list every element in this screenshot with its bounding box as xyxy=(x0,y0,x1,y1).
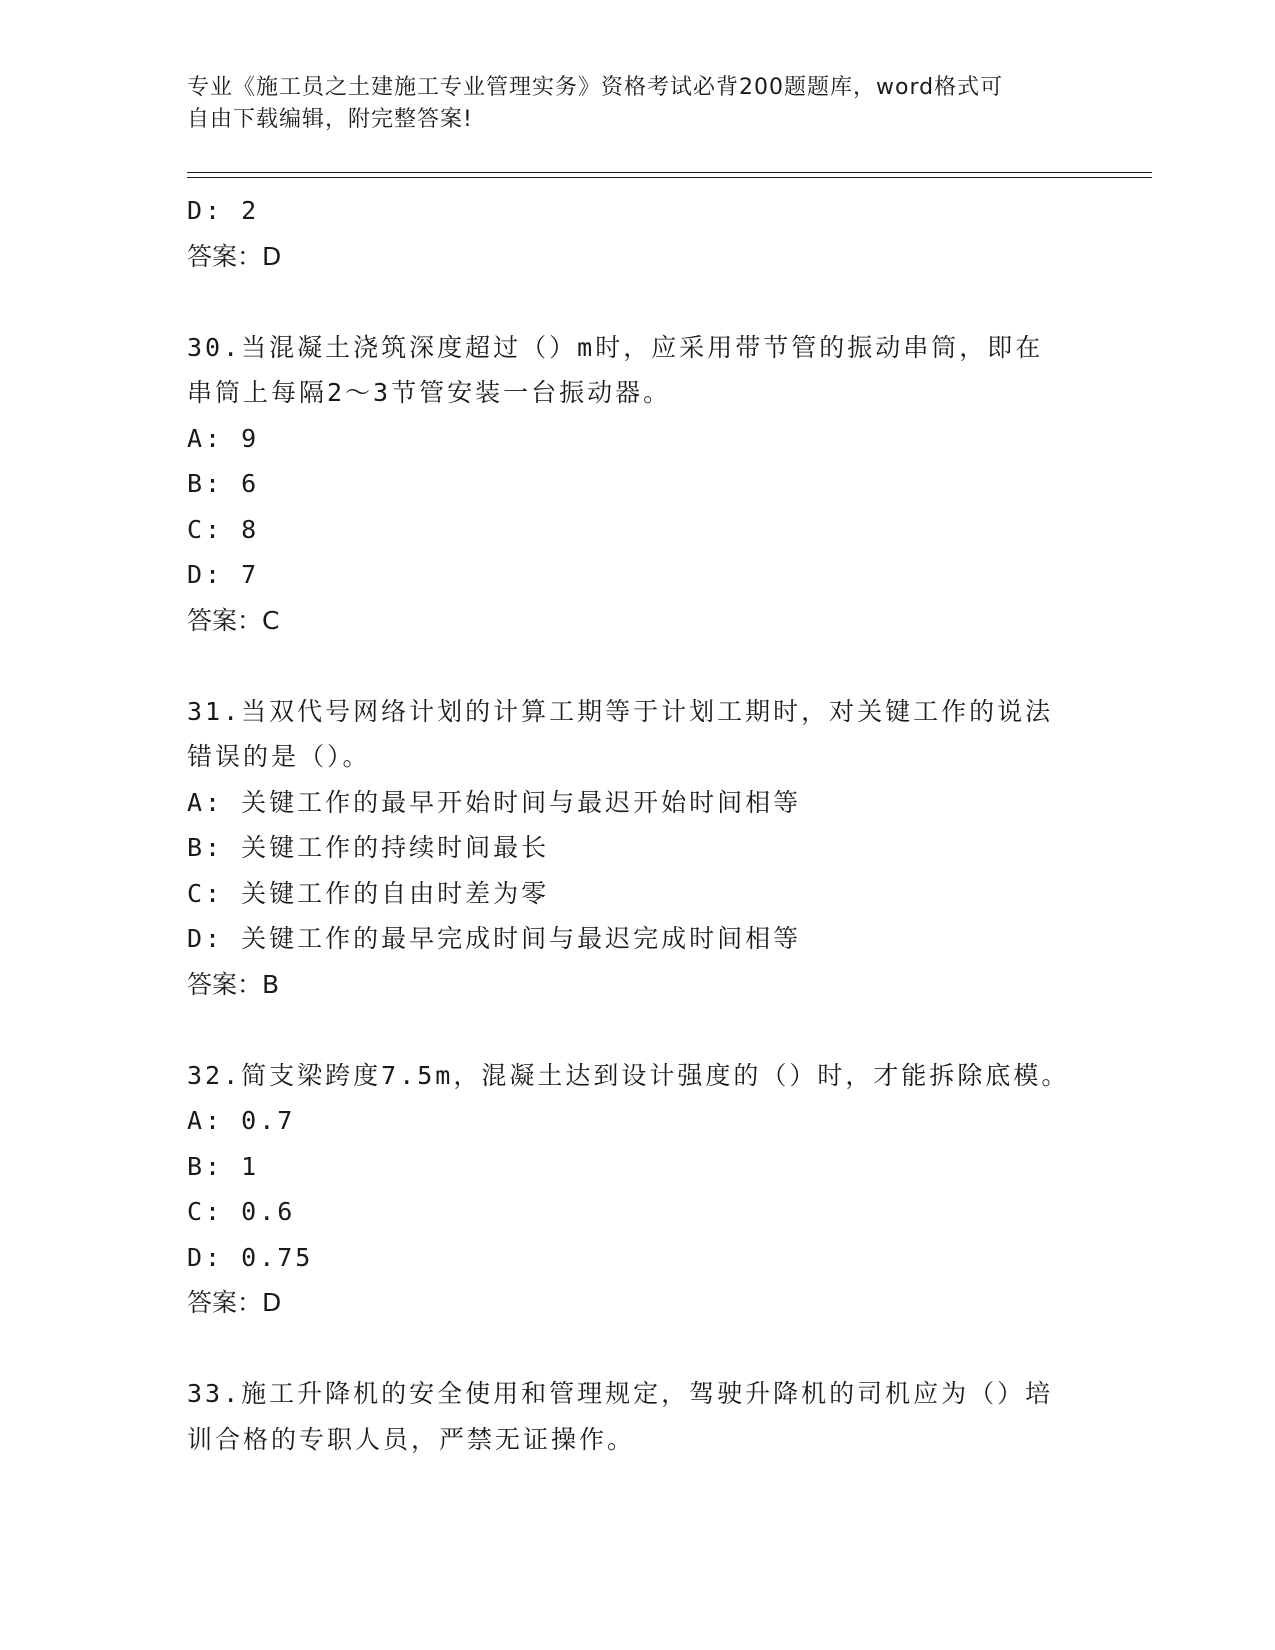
header-rule-top xyxy=(187,172,1152,173)
option-c: C: 0.6 xyxy=(187,1197,296,1226)
question-stem-line-1: 33.施工升降机的安全使用和管理规定，驾驶升降机的司机应为（）培 xyxy=(187,1379,1054,1408)
option-b: B: 1 xyxy=(187,1151,260,1181)
question-stem-line-2: 训合格的专职人员，严禁无证操作。 xyxy=(187,1424,636,1454)
option-b: B: 关键工作的持续时间最长 xyxy=(187,833,550,862)
question-32 xyxy=(187,1053,1087,1326)
document-header xyxy=(187,72,1067,136)
answer: 答案：B xyxy=(187,969,280,999)
option-d: D: 0.75 xyxy=(187,1242,314,1272)
question-stem-line-1: 30.当混凝土浇筑深度超过（）m时，应采用带节管的振动串筒，即在 xyxy=(187,332,1044,362)
question-stem-line-2: 错误的是（）。 xyxy=(187,742,371,771)
header-line-2: 自由下载编辑，附完整答案! xyxy=(187,107,473,132)
question-stem-line-1: 32.简支梁跨度7.5m，混凝土达到设计强度的（）时，才能拆除底模。 xyxy=(187,1060,1070,1090)
answer: 答案：C xyxy=(187,605,280,635)
question-list xyxy=(187,188,1087,1462)
option-d: D: 2 xyxy=(187,196,260,225)
question-31 xyxy=(187,689,1087,1008)
option-c: C: 关键工作的自由时差为零 xyxy=(187,878,550,908)
question-stem-line-1: 31.当双代号网络计划的计算工期等于计划工期时，对关键工作的说法 xyxy=(187,696,1054,726)
option-a: A: 9 xyxy=(187,423,260,453)
option-c: C: 8 xyxy=(187,514,260,544)
question-33 xyxy=(187,1371,1087,1462)
option-a: A: 关键工作的最早开始时间与最迟开始时间相等 xyxy=(187,787,802,817)
option-a: A: 0.7 xyxy=(187,1106,296,1135)
option-d: D: 7 xyxy=(187,560,260,589)
previous-question-tail xyxy=(187,188,1087,279)
header-line-1: 专业《施工员之土建施工专业管理实务》资格考试必背200题题库，word格式可 xyxy=(187,75,1004,100)
answer: 答案：D xyxy=(187,1288,282,1317)
option-b: B: 6 xyxy=(187,469,260,498)
header-rule-bottom xyxy=(187,177,1152,178)
question-30 xyxy=(187,325,1087,644)
question-stem-line-2: 串筒上每隔2～3节管安装一台振动器。 xyxy=(187,378,672,407)
option-d: D: 关键工作的最早完成时间与最迟完成时间相等 xyxy=(187,924,802,953)
answer: 答案：D xyxy=(187,241,282,271)
